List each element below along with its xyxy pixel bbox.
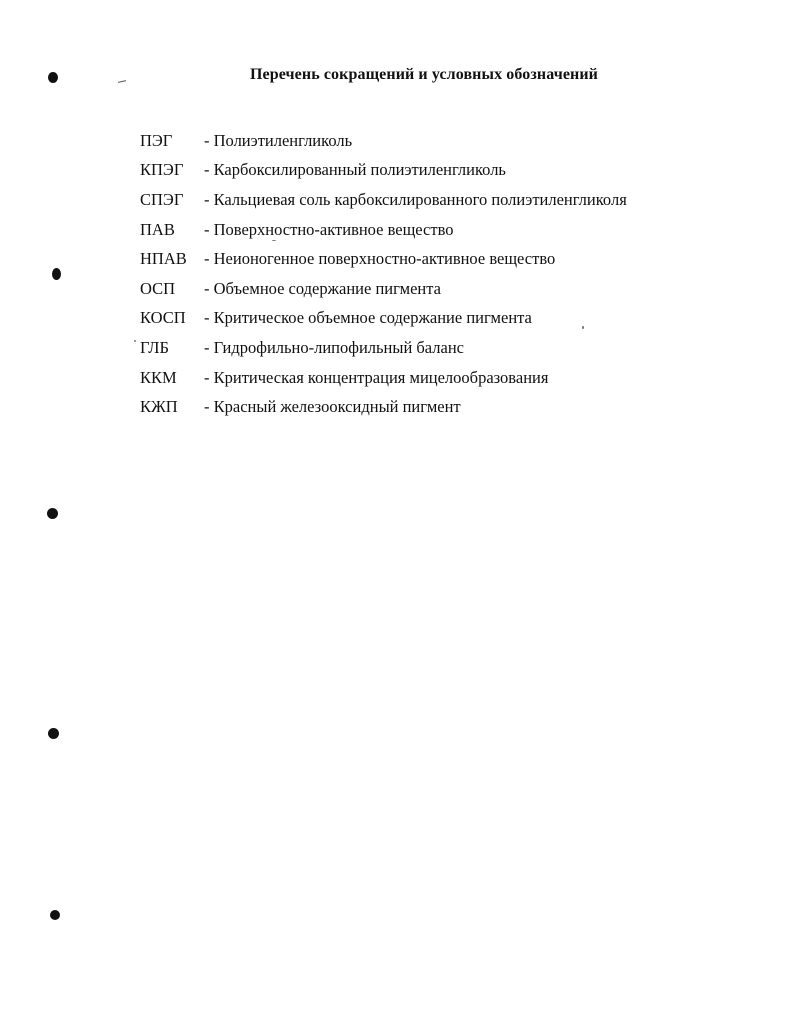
list-item [140,244,627,274]
abbreviation-term: ПАВ [140,219,175,239]
abbreviation-term: НПАВ [140,249,187,269]
abbreviation-definition: - Критическая концентрация мицелообразования [204,367,549,387]
list-item [140,363,627,393]
abbreviation-term: ККМ [140,367,177,387]
abbreviation-term: СПЭГ [140,189,184,209]
abbreviation-definition: - Гидрофильно-липофильный баланс [204,337,464,357]
list-item [140,333,627,363]
abbreviation-term: ПЭГ [140,130,173,150]
abbreviation-definition: - Критическое объемное содержание пигмента [204,308,532,328]
abbreviation-term: КЖП [140,397,178,417]
punch-hole-mark [48,728,59,739]
list-item [140,156,627,186]
list-item [140,126,627,156]
punch-hole-mark [47,508,58,519]
abbreviation-term: КПЭГ [140,160,184,180]
abbreviation-definition: - Карбоксилированный полиэтиленгликоль [204,160,506,180]
list-item [140,274,627,304]
page-title: Перечень сокращений и условных обозначений [250,66,598,83]
abbreviation-term: КОСП [140,308,186,328]
list-item [140,392,627,422]
punch-hole-mark [50,910,60,920]
abbreviation-definition: - Неионогенное поверхностно-активное вещество [204,249,556,269]
scan-speck [134,340,136,342]
abbreviation-list [140,126,627,422]
list-item [140,185,627,215]
abbreviation-term: ГЛБ [140,337,169,357]
abbreviation-definition: - Красный железооксидный пигмент [204,397,461,417]
abbreviation-definition: - Объемное содержание пигмента [204,278,441,298]
punch-hole-mark [52,268,61,280]
list-item [140,304,627,334]
abbreviation-definition: - Кальциевая соль карбоксилированного полиэтиленгликоля [204,189,627,209]
abbreviation-definition: - Полиэтиленгликоль [204,130,353,150]
list-item [140,215,627,245]
abbreviation-term: ОСП [140,278,176,298]
abbreviation-definition: - Поверхностно-активное вещество [204,219,454,239]
